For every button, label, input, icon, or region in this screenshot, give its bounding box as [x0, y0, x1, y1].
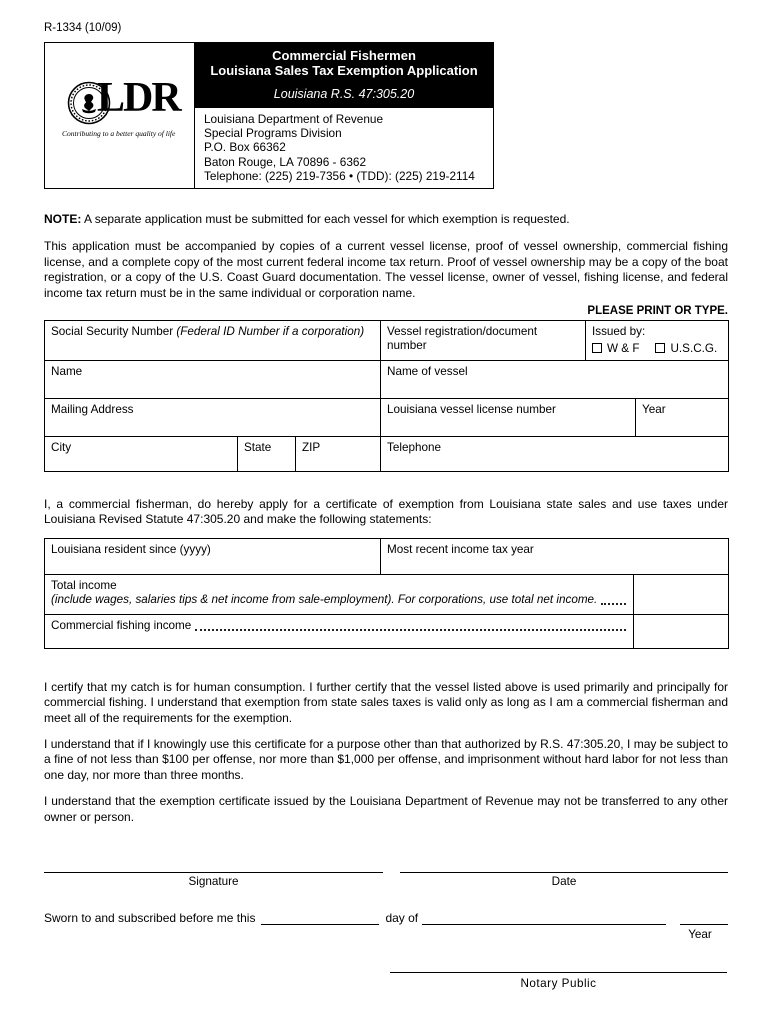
agency-division: Special Programs Division — [204, 126, 342, 141]
note-label: NOTE: — [44, 212, 82, 227]
signature-field — [44, 872, 383, 888]
signature-row — [44, 872, 728, 888]
form-number: R-1334 (10/09) — [44, 22, 122, 34]
tax-year-label: Most recent income tax year — [387, 542, 534, 556]
sworn-month-blank[interactable] — [422, 911, 666, 925]
telephone-label: Telephone — [387, 441, 441, 455]
uscg-label: U.S.C.G. — [670, 342, 718, 356]
sworn-day-blank[interactable] — [261, 911, 379, 925]
sworn-statement-row — [44, 911, 728, 925]
note-paragraph — [44, 212, 728, 227]
issued-by-label: Issued by: — [592, 325, 646, 339]
total-income-note: (include wages, salaries tips & net income from sale-employment). For corporations, use total net income. — [51, 592, 598, 606]
application-statement: I, a commercial fisherman, do hereby apply for a certificate of exemption from Louisiana state sales and use taxes under Louisiana Revised Statute 47:305.20 and make the following statements: — [44, 497, 728, 527]
field-louisiana-vessel-license-number[interactable] — [381, 399, 636, 437]
field-mailing-address[interactable] — [45, 399, 381, 437]
field-license-year[interactable] — [636, 399, 729, 437]
applicant-info-table — [44, 320, 729, 472]
sworn-text: Sworn to and subscribed before me this — [44, 911, 256, 926]
vessel-name-label: Name of vessel — [387, 365, 468, 379]
field-social-security-number[interactable] — [45, 321, 381, 361]
dotted-leader — [195, 629, 626, 631]
field-city[interactable] — [45, 437, 238, 472]
notary-label: Notary Public — [520, 977, 597, 991]
notary-field — [390, 972, 727, 990]
date-label: Date — [551, 875, 577, 889]
intro-paragraph: This application must be accompanied by copies of a current vessel license, proof of vessel ownership, commercial fishing license, and a complete copy of the most current federal income tax return. Proof of vessel ownership may be a copy of the boat registration, or a copy of the U.S. Coast Guard documentation. The vessel license, owner of vessel, fishing license, and federal income tax return must be in the same individual or corporation name. — [44, 239, 728, 300]
field-most-recent-tax-year[interactable] — [381, 538, 729, 574]
name-label: Name — [51, 365, 83, 379]
income-table — [44, 538, 729, 649]
field-resident-since[interactable] — [45, 538, 381, 574]
field-zip[interactable] — [296, 437, 381, 472]
signature-label: Signature — [188, 875, 239, 889]
zip-label: ZIP — [302, 441, 321, 455]
agency-name: Louisiana Department of Revenue — [204, 112, 384, 126]
certification-paragraph-3: I understand that the exemption certificate issued by the Louisiana Department of Revenue may not be transferred to any other owner or person. — [44, 794, 728, 824]
field-name-of-vessel[interactable] — [381, 361, 729, 399]
agency-tagline: Contributing to a better quality of life — [62, 129, 176, 138]
field-name[interactable] — [45, 361, 381, 399]
agency-city: Baton Rouge, LA 70896 - 6362 — [204, 154, 367, 169]
mailing-address-label: Mailing Address — [51, 403, 134, 417]
certification-paragraph-2: I understand that if I knowingly use this certificate for a purpose other than that authorized by R.S. 47:305.20, I may be subject to a fine of not less than $100 per offense, nor more than $1,000 per offense, and imprisonment without hard labor for not less than one day, nor more than three months. — [44, 737, 728, 782]
agency-address — [195, 108, 493, 188]
state-label: State — [244, 441, 272, 455]
license-year-label: Year — [642, 403, 666, 417]
ldr-wordmark: LDR — [97, 75, 180, 121]
day-of-text: day of — [385, 911, 419, 926]
fishing-income-label: Commercial fishing income — [51, 618, 192, 632]
ssn-note: (Federal ID Number if a corporation) — [176, 325, 365, 339]
wf-label: W & F — [607, 342, 640, 356]
dotted-leader — [601, 603, 626, 605]
date-field — [400, 872, 728, 888]
wf-checkbox[interactable] — [592, 343, 602, 353]
total-income-label: Total income — [51, 578, 117, 592]
form-title-bar — [195, 43, 493, 108]
field-total-income — [45, 574, 634, 614]
statute-reference: Louisiana R.S. 47:305.20 — [273, 87, 415, 101]
issued-by-option-wf[interactable] — [592, 342, 639, 355]
certification-section — [44, 680, 728, 825]
agency-telephone: Telephone: (225) 219-7356 • (TDD): (225) 219-2114 — [204, 168, 475, 183]
field-vessel-registration-number[interactable] — [381, 321, 586, 361]
form-header — [44, 42, 494, 189]
resident-since-label: Louisiana resident since (yyyy) — [51, 542, 211, 556]
sworn-year-blank[interactable] — [680, 911, 728, 925]
issued-by-option-uscg[interactable] — [655, 342, 717, 355]
uscg-checkbox[interactable] — [655, 343, 665, 353]
agency-logo — [45, 43, 194, 188]
field-issued-by — [586, 321, 729, 361]
fishing-income-amount-cell[interactable] — [634, 614, 729, 648]
city-label: City — [51, 441, 72, 455]
ssn-label: Social Security Number — [51, 325, 177, 339]
vessel-reg-label: Vessel registration/document number — [387, 325, 538, 353]
form-title-line2: Louisiana Sales Tax Exemption Application — [210, 63, 478, 78]
field-state[interactable] — [238, 437, 296, 472]
field-commercial-fishing-income — [45, 614, 634, 648]
license-number-label: Louisiana vessel license number — [387, 403, 556, 417]
agency-po-box: P.O. Box 66362 — [204, 140, 286, 155]
total-income-amount-cell[interactable] — [634, 574, 729, 614]
year-label: Year — [688, 928, 712, 942]
form-title-line1: Commercial Fishermen — [272, 48, 416, 63]
field-telephone[interactable] — [381, 437, 729, 472]
print-or-type-notice: PLEASE PRINT OR TYPE. — [587, 305, 728, 318]
header-right — [194, 43, 493, 188]
note-text: A separate application must be submitted for each vessel for which exemption is requested. — [84, 212, 570, 227]
certification-paragraph-1: I certify that my catch is for human consumption. I further certify that the vessel listed above is used primarily and principally for commercial fishing. I understand that exemption from state sales taxes is valid only as long as I am a commercial fisherman and meet all of the requirements for the exemption. — [44, 679, 728, 725]
